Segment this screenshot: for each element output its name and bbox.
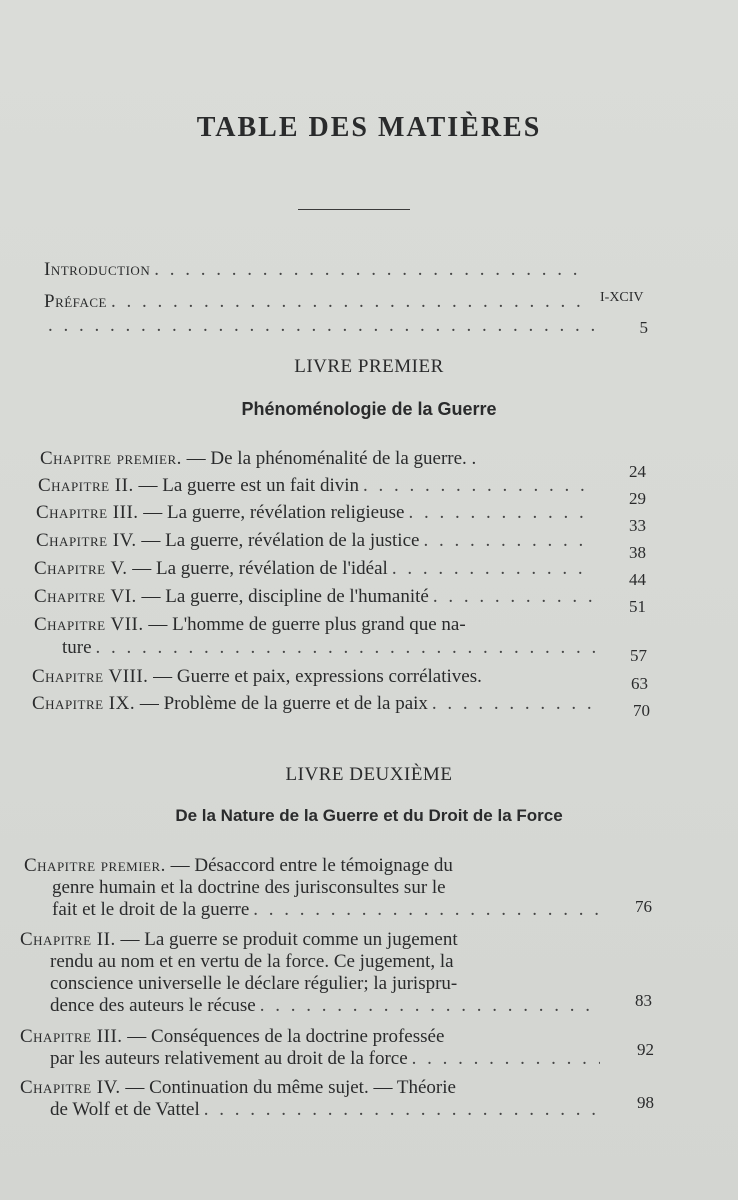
chapter-number: Chapitre VII. (34, 614, 144, 635)
page-number: 24 (629, 462, 646, 481)
chapter-title: — La guerre se produit comme un jugement (120, 929, 458, 950)
toc-entry-l2-ch4[interactable] (20, 1077, 604, 1121)
leader-dots (154, 259, 586, 281)
chapter-title-line: conscience universelle le déclare régulier; la jurispru- (50, 973, 458, 994)
chapter-number: Chapitre VIII. (32, 666, 149, 687)
leader-dots (253, 899, 600, 921)
chapter-title: — L'homme de guerre plus grand que na- (148, 614, 466, 635)
livre-deuxieme-heading: De la Nature de la Guerre et du Droit de la Force (175, 806, 563, 825)
chapter-title-line: par les auteurs relativement au droit de la force (50, 1048, 408, 1069)
chapter-title-line: fait et le droit de la guerre (52, 899, 250, 920)
leader-dots (423, 530, 594, 552)
leader-dots (432, 693, 598, 715)
leader-dots (392, 558, 594, 580)
page-number: 83 (635, 991, 652, 1010)
chapter-title: — La guerre, révélation de la justice (141, 530, 420, 551)
chapter-title-line: dence des auteurs le récuse (50, 995, 256, 1016)
leader-dots (111, 291, 586, 313)
toc-entry-preface[interactable] (44, 291, 590, 317)
chapter-number: Chapitre IV. (36, 530, 137, 551)
leader-dots (433, 586, 594, 608)
chapter-title-continued: ture (62, 637, 92, 658)
toc-entry-l2-ch3[interactable] (20, 1026, 604, 1070)
toc-entry-l1-ch6[interactable] (34, 586, 598, 612)
page-number: 29 (629, 489, 646, 508)
leader-dots (260, 995, 600, 1017)
leader-line (44, 315, 600, 341)
page-number: 98 (637, 1093, 654, 1112)
chapter-number: Chapitre premier. (40, 448, 182, 469)
page-title: TABLE DES MATIÈRES (196, 112, 542, 143)
toc-entry-l1-ch5[interactable] (34, 558, 598, 584)
chapter-title: — Désaccord entre le témoignage du (170, 855, 453, 876)
toc-entry-l1-ch2[interactable] (38, 475, 598, 501)
chapter-title-line: genre humain et la doctrine des jurisconsultes sur le (52, 877, 446, 898)
entry-label: Introduction (44, 259, 151, 280)
page-number: 92 (637, 1040, 654, 1059)
toc-entry-l1-ch9[interactable] (32, 693, 602, 719)
page-number: 38 (629, 543, 646, 562)
entry-label: Préface (44, 291, 107, 312)
page-number: 5 (639, 318, 648, 337)
livre-premier-label: LIVRE PREMIER (294, 356, 444, 377)
toc-entry-l2-ch1[interactable] (24, 855, 604, 921)
chapter-number: Chapitre VI. (34, 586, 137, 607)
page-number: 57 (630, 646, 647, 665)
chapter-number: Chapitre IV. (20, 1077, 121, 1098)
leader-dots (412, 1048, 600, 1070)
livre-deuxieme-label: LIVRE DEUXIÈME (285, 764, 453, 785)
page-number: 51 (629, 597, 646, 616)
chapter-title: — Guerre et paix, expressions corrélatives. (153, 666, 482, 687)
page-number: 63 (631, 674, 648, 693)
title-rule (298, 209, 410, 210)
chapter-number: Chapitre premier. (24, 855, 166, 876)
leader-dots (204, 1099, 600, 1121)
chapter-title-line: de Wolf et de Vattel (50, 1099, 200, 1120)
chapter-title: — Problème de la guerre et de la paix (139, 693, 428, 714)
chapter-number: Chapitre V. (34, 558, 128, 579)
toc-entry-l2-ch2[interactable] (20, 929, 604, 1017)
chapter-title: — Conséquences de la doctrine professée (127, 1026, 445, 1047)
chapter-title: — De la phénoménalité de la guerre. . (186, 448, 477, 469)
toc-entry-l1-ch3[interactable] (36, 502, 598, 528)
leader-dots (408, 502, 594, 524)
leader-dots (96, 637, 596, 659)
page-number: 76 (635, 897, 652, 916)
page-number: 33 (629, 516, 646, 535)
chapter-title: — La guerre, révélation de l'idéal (132, 558, 388, 579)
page-number: 70 (633, 701, 650, 720)
chapter-title: — Continuation du même sujet. — Théorie (125, 1077, 456, 1098)
chapter-title-line: rendu au nom et en vertu de la force. Ce jugement, la (50, 951, 454, 972)
page-number: 44 (629, 570, 646, 589)
leader-dots (363, 475, 594, 497)
chapter-title: — La guerre, révélation religieuse (143, 502, 405, 523)
toc-entry-introduction[interactable] (44, 259, 590, 285)
chapter-number: Chapitre III. (36, 502, 139, 523)
livre-premier-heading: Phénoménologie de la Guerre (241, 399, 497, 419)
toc-entry-l1-ch7-cont (62, 637, 600, 663)
toc-entry-l1-ch4[interactable] (36, 530, 598, 556)
leader-dots (48, 315, 596, 337)
chapter-number: Chapitre II. (20, 929, 116, 950)
chapter-number: Chapitre II. (38, 475, 134, 496)
toc-entry-l1-ch8[interactable] (32, 666, 612, 692)
toc-entry-l1-ch1[interactable] (40, 448, 610, 474)
chapter-title: — La guerre, discipline de l'humanité (141, 586, 429, 607)
chapter-number: Chapitre III. (20, 1026, 123, 1047)
chapter-number: Chapitre IX. (32, 693, 136, 714)
page-number: I-XCIV (600, 290, 644, 305)
chapter-title: — La guerre est un fait divin (138, 475, 360, 496)
